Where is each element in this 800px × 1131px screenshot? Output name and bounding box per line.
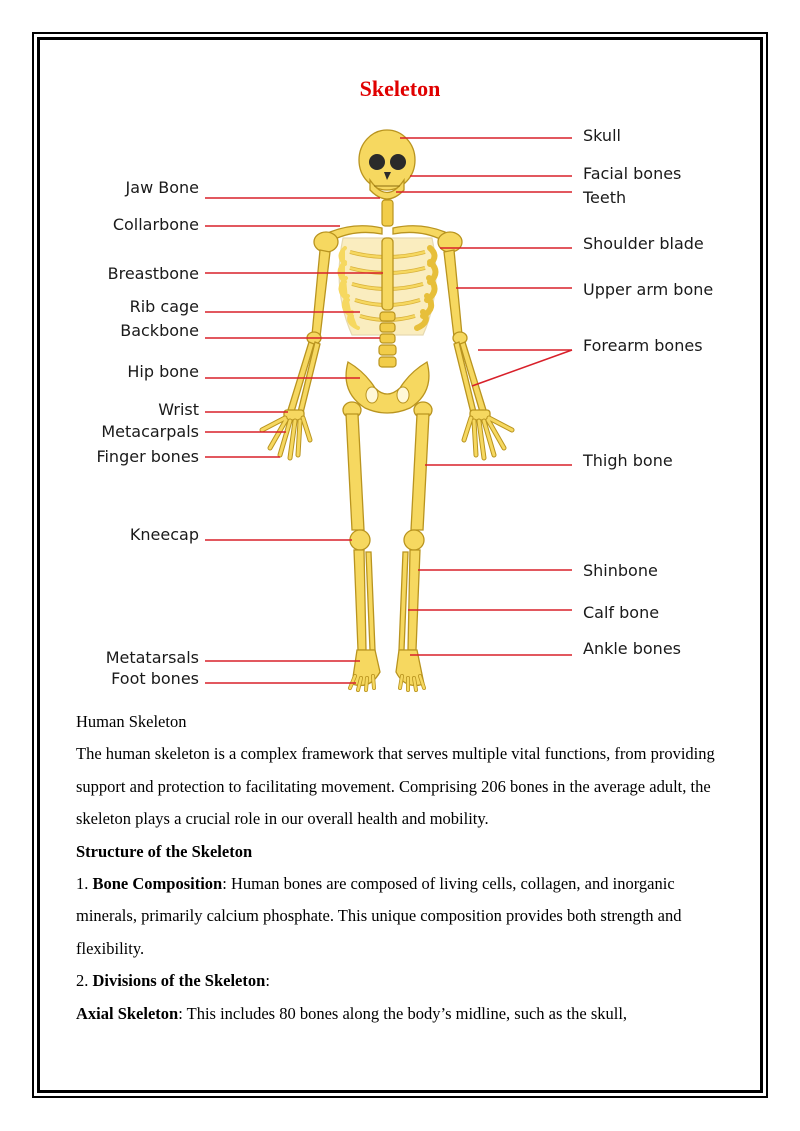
label-breastbone: Breastbone [107,264,199,283]
label-facial-bones: Facial bones [583,164,682,183]
label-collarbone: Collarbone [112,215,199,234]
label-upper-arm-bone: Upper arm bone [583,280,714,299]
axial-skeleton-paragraph: Axial Skeleton: This includes 80 bones along the body’s midline, such as the skull, [76,1003,628,1023]
label-finger-bones: Finger bones [96,447,199,466]
label-backbone: Backbone [120,321,199,340]
label-hip-bone: Hip bone [127,362,199,381]
label-wrist: Wrist [158,400,199,419]
label-rib-cage: Rib cage [129,297,199,316]
left-labels [96,178,199,688]
list-item-bone-composition: 1. Bone Composition: Human bones are composed of living cells, collagen, and inorganic minerals, primarily calcium phosphate. This unique composition provides both strength and flexibility. [76,874,682,958]
label-metatarsals: Metatarsals [105,648,199,667]
label-foot-bones: Foot bones [111,669,199,688]
label-metacarpals: Metacarpals [101,422,199,441]
label-thigh-bone: Thigh bone [583,451,673,470]
right-labels [582,126,713,658]
page-title: Skeleton [359,76,441,101]
body-intro: The human skeleton is a complex framework that serves multiple vital functions, from providing support and protection to facilitating movement. Comprising 206 bones in the average adult, the skeleton plays a crucial role in our overall health and mobility. [76,744,715,829]
label-shoulder-blade: Shoulder blade [583,234,704,253]
label-calf-bone: Calf bone [583,603,660,622]
label-shinbone: Shinbone [583,561,658,580]
section-heading: Structure of the Skeleton [76,841,253,861]
label-ankle-bones: Ankle bones [583,639,681,658]
label-jaw-bone: Jaw Bone [125,178,199,197]
article-body [76,706,736,1030]
label-kneecap: Kneecap [129,525,199,544]
list-item-divisions: 2. Divisions of the Skeleton: [76,971,270,991]
label-forearm-bones: Forearm bones [583,336,703,355]
label-teeth: Teeth [583,188,627,207]
skeleton-figure [262,130,512,690]
label-skull: Skull [583,126,621,145]
body-heading: Human Skeleton [76,712,187,731]
